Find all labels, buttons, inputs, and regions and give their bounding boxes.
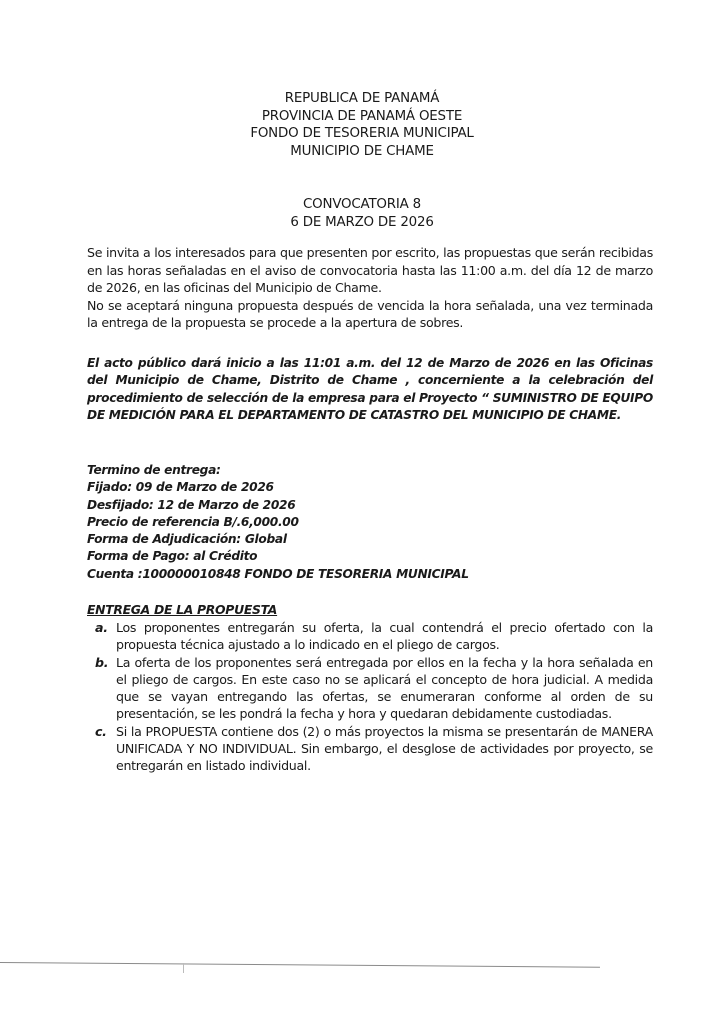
header-line-fund: FONDO DE TESORERIA MUNICIPAL	[250, 126, 474, 141]
term-line: Fijado: 09 de Marzo de 2026	[87, 480, 274, 495]
term-line: Forma de Adjudicación: Global	[87, 532, 287, 547]
document-header	[0, 90, 724, 160]
acto-publico-paragraph: El acto público dará inicio a las 11:01 a.m. del 12 de Marzo de 2026 en las Oficinas del Municipio de Chame, Distrito de Chame , concerniente a la celebración del procedimiento de selección de la empresa para el Proyecto “ SUMINISTRO DE EQUIPO DE MEDICIÓN PARA EL DEPARTAMENTO DE CATASTRO DEL MUNICIPIO DE CHAME.	[87, 356, 653, 422]
term-line: Cuenta :100000010848 FONDO DE TESORERIA MUNICIPAL	[87, 566, 469, 581]
list-marker: a.	[95, 620, 108, 635]
intro-paragraph: No se aceptará ninguna propuesta después de vencida la hora señalada, una vez terminada la entrega de la propuesta se procede a la apertura de sobres.	[87, 297, 653, 330]
list-item-text: Los proponentes entregarán su oferta, la cual contendrá el precio ofertado con la propuesta técnica ajustado a lo indicado en el pliego de cargos.	[116, 620, 653, 653]
terms-block	[87, 462, 653, 583]
list-marker: b.	[95, 654, 109, 670]
intro-paragraph: Se invita a los interesados para que presenten por escrito, las propuestas que serán recibidas en las horas señaladas en el aviso de convocatoria hasta las 11:00 a.m. del día 12 de marzo de 2026, en las oficinas del Municipio de Chame.	[87, 245, 653, 295]
term-line: Forma de Pago: al Crédito	[87, 549, 258, 564]
term-line: Desfijado: 12 de Marzo de 2026	[87, 497, 296, 512]
entrega-list	[87, 619, 653, 775]
scan-edge-line	[0, 962, 600, 968]
term-line: Termino de entrega:	[87, 463, 221, 477]
list-item-text: Si la PROPUESTA contiene dos (2) o más proyectos la misma se presentarán de MANERA UNIFICADA Y NO INDIVIDUAL. Sin embargo, el desglose de actividades por proyecto, se entregarán en listado individual.	[116, 723, 653, 774]
entrega-section-title: ENTREGA DE LA PROPUESTA	[87, 602, 278, 617]
intro-section	[87, 244, 653, 332]
term-line: Precio de referencia B/.6,000.00	[87, 514, 299, 529]
convocatoria-title: CONVOCATORIA 8	[303, 197, 421, 212]
list-item	[87, 654, 653, 723]
header-line-municipality: MUNICIPIO DE CHAME	[290, 143, 434, 159]
list-item-text: La oferta de los proponentes será entregada por ellos en la fecha y la hora señalada en el pliego de cargos. En este caso no se aplicará el concepto de hora judicial. A medida que se vayan entregando las ofertas, se enumeraran conforme al orden de su presentación, se les pondrá la fecha y hora y quedaran debidamente custodiadas.	[116, 654, 653, 722]
header-line-republic: REPUBLICA DE PANAMÁ	[284, 91, 440, 106]
list-item	[87, 619, 653, 654]
convocatoria-heading	[0, 196, 724, 231]
convocatoria-date: 6 DE MARZO DE 2026	[290, 214, 434, 230]
list-marker: c.	[95, 723, 107, 739]
scan-mark	[183, 963, 184, 973]
header-line-province: PROVINCIA DE PANAMÁ OESTE	[261, 108, 463, 124]
list-item	[87, 723, 653, 775]
